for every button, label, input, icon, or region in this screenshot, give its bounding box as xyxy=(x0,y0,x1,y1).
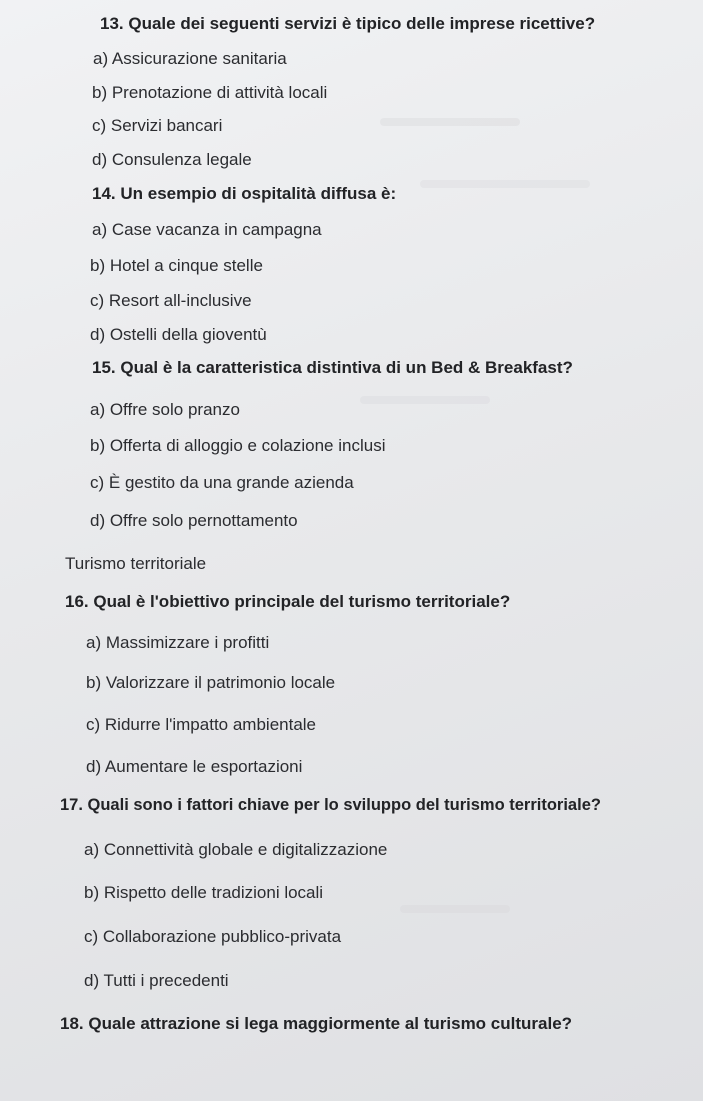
question-14-option-a: a) Case vacanza in campagna xyxy=(92,220,322,239)
question-14-option-c: c) Resort all-inclusive xyxy=(90,291,252,310)
question-13-option-a: a) Assicurazione sanitaria xyxy=(93,49,287,68)
question-14-option-d: d) Ostelli della gioventù xyxy=(90,325,267,344)
question-16: 16. Qual è l'obiettivo principale del turismo territoriale? xyxy=(65,592,511,611)
question-13-option-d: d) Consulenza legale xyxy=(92,150,252,169)
question-16-option-b: b) Valorizzare il patrimonio locale xyxy=(86,673,336,692)
question-13: 13. Quale dei seguenti servizi è tipico delle imprese ricettive? xyxy=(100,14,596,33)
show-through-smudge xyxy=(380,118,520,126)
question-18: 18. Quale attrazione si lega maggiormente al turismo culturale? xyxy=(60,1014,573,1033)
question-16-option-d: d) Aumentare le esportazioni xyxy=(86,757,303,776)
question-15-option-a: a) Offre solo pranzo xyxy=(90,400,240,419)
question-15-option-d: d) Offre solo pernottamento xyxy=(90,511,298,530)
question-15-option-b: b) Offerta di alloggio e colazione inclusi xyxy=(90,436,386,455)
question-17-option-a: a) Connettività globale e digitalizzazione xyxy=(84,840,388,859)
question-17-option-b: b) Rispetto delle tradizioni locali xyxy=(84,883,324,902)
question-16-option-a: a) Massimizzare i profitti xyxy=(86,633,270,652)
question-16-option-c: c) Ridurre l'impatto ambientale xyxy=(86,715,317,734)
question-17-option-d: d) Tutti i precedenti xyxy=(84,971,229,990)
question-17: 17. Quali sono i fattori chiave per lo sviluppo del turismo territoriale? xyxy=(60,796,601,814)
show-through-smudge xyxy=(420,180,590,188)
show-through-smudge xyxy=(360,396,490,404)
question-15: 15. Qual è la caratteristica distintiva di un Bed & Breakfast? xyxy=(92,358,573,377)
show-through-smudge xyxy=(400,905,510,913)
question-13-option-b: b) Prenotazione di attività locali xyxy=(92,83,328,102)
question-15-option-c: c) È gestito da una grande azienda xyxy=(90,473,354,492)
question-13-option-c: c) Servizi bancari xyxy=(92,116,223,135)
question-14-option-b: b) Hotel a cinque stelle xyxy=(90,256,263,275)
section-heading-turismo-territoriale: Turismo territoriale xyxy=(65,554,207,573)
question-17-option-c: c) Collaborazione pubblico-privata xyxy=(84,927,342,946)
question-14: 14. Un esempio di ospitalità diffusa è: xyxy=(92,184,397,203)
